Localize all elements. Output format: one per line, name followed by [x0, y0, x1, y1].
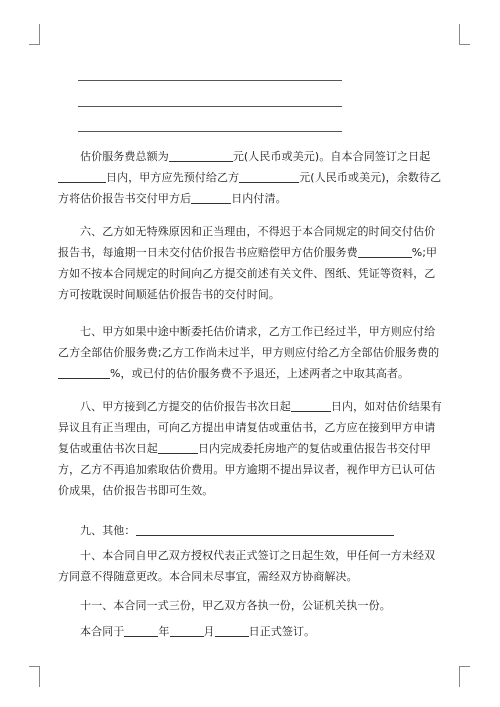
- paragraph-signing-date: [58, 621, 444, 642]
- text-segment: 十、本合同自甲乙双方授权代表正式签订之日起生效，甲任何一方未经双方同意不得随意更改。本合同未尽事宜，需经双方协商解决。: [58, 549, 436, 583]
- blank-line-1: [78, 80, 342, 81]
- paragraph-clause-8: [58, 396, 444, 501]
- fill-blank-day[interactable]: [215, 624, 249, 637]
- text-segment: 元(人民币或美元)，余数待乙方将估价报告书交付甲方后: [58, 171, 442, 205]
- text-segment: 年: [158, 625, 170, 638]
- text-segment: %;甲方如不按本合同规定的时间向乙方提交前述有关文件、图纸、凭证等资料，乙方可按耽误时间顺延估价报告书的交付时间。: [58, 246, 438, 301]
- text-segment: 元(人民币或美元)。自本合同签订之日起: [232, 150, 431, 163]
- blank-line-2: [78, 106, 342, 107]
- fill-blank-month[interactable]: [170, 624, 204, 637]
- text-segment: 本合同于: [80, 625, 125, 638]
- fill-blank[interactable]: [169, 149, 233, 162]
- text-segment: 八、甲方接到乙方提交的估价报告书次日起: [80, 400, 291, 413]
- text-segment: 日正式签订。: [248, 625, 316, 638]
- crop-mark-bottom-right: [459, 666, 470, 687]
- text-segment: 六、乙方如无特殊原因和正当理由，不得迟于本合同规定的时间交付估价报告书，每逾期一日未交付估价报告书应赔偿甲方估价服务费: [58, 225, 436, 259]
- text-segment: 估价服务费总额为: [80, 150, 169, 163]
- text-segment: 十一、本合同一式三份，甲乙双方各执一份，公证机关执一份。: [80, 599, 391, 612]
- paragraph-clause-10: [58, 545, 444, 587]
- fill-blank[interactable]: [84, 170, 106, 183]
- crop-mark-top-right: [459, 24, 470, 45]
- text-segment: 月: [203, 625, 215, 638]
- text-segment: 日内，如对估价结果有异议且有正当理由，可向乙方提出申请复估或重估书，乙方应在接到甲方申请复估或重估书次日起: [58, 400, 442, 455]
- fill-blank[interactable]: [158, 441, 198, 454]
- fill-blank-year[interactable]: [124, 624, 158, 637]
- fill-blank[interactable]: [291, 399, 331, 412]
- blank-line-3: [78, 131, 342, 132]
- paragraph-service-fee: [58, 146, 444, 209]
- fill-blank[interactable]: [191, 191, 231, 204]
- text-segment: 日内，甲方应先预付给乙方: [106, 171, 240, 184]
- text-segment: 七、甲方如果中途中断委托估价请求，乙方工作已经过半，甲方则应付给乙方全部估价服务费;乙方工作尚未过半，甲方则应付给乙方全部估价服务费的: [58, 325, 440, 359]
- paragraph-clause-11: [58, 595, 444, 616]
- paragraph-clause-7: [58, 321, 444, 384]
- crop-mark-top-left: [29, 24, 40, 45]
- text-segment: 九、其他：: [80, 524, 136, 537]
- paragraph-clause-9: [58, 520, 444, 541]
- text-segment: 日内付清。: [231, 192, 287, 205]
- fill-blank[interactable]: [58, 170, 84, 183]
- paragraph-clause-6: [58, 221, 444, 305]
- fill-blank[interactable]: [136, 523, 394, 536]
- crop-mark-bottom-left: [29, 666, 40, 687]
- text-segment: 日内完成委托房地产的复估或重估报告书交付甲方，乙方不再追加索取估价费用。甲方逾期不提出异议者，视作甲方已认可估价成果，估价报告书即可生效。: [58, 442, 436, 497]
- fill-blank[interactable]: [358, 245, 412, 258]
- fill-blank[interactable]: [239, 170, 299, 183]
- text-segment: %，或已付的估价服务费不予退还，上述两者之中取其高者。: [110, 367, 410, 380]
- fill-blank[interactable]: [58, 366, 110, 379]
